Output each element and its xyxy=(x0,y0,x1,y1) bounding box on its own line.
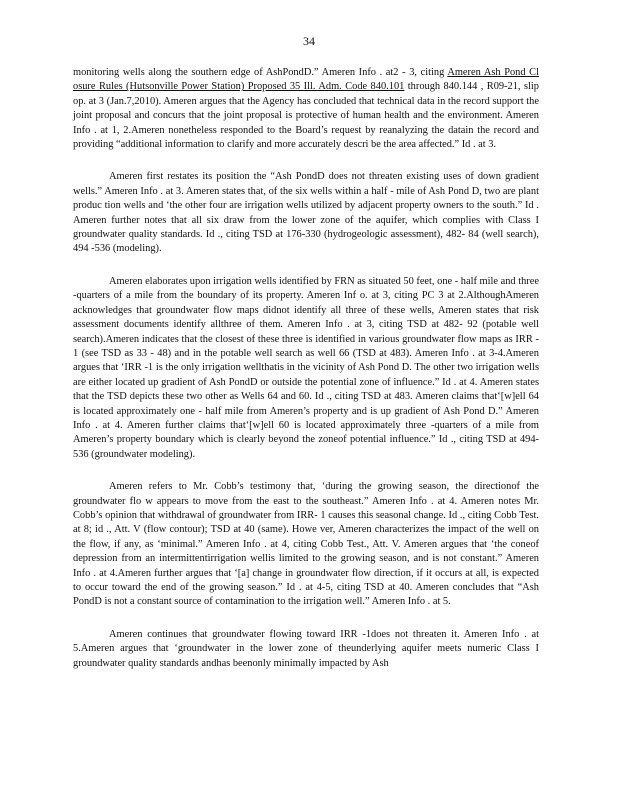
paragraph-4: Ameren refers to Mr. Cobb’s testimony that, ‘during the growing season, the directionof the groundwater flo w appears to move from the east to the southeast.” Ameren Info . at 4. Ameren notes Mr. Cobb’s opinion that withdrawal of groundwater from IRR- 1 causes this seasonal change. Id ., citing Cobb Test. at 8; id ., Att. V (flow contour); TSD at 40 (same). Howe ver, Ameren characterizes the impact of the well on the flow, if any, as ‘minimal.” Ameren Info . at 4, citing Cobb Test., Att. V. Ameren argues that ‘the coneof depression from an intermittentirrigation wellis limited to the growing season, and is not constant.” Ameren Info . at 4.Ameren further argues that ‘[a] change in groundwater flow direction, if it occurs at all, is expected to occur toward the end of the growing season.” Id . at 4-5, citing TSD at 40. Ameren concludes that “Ash PondD is not a constant source of contamination to the irrigation well.” Ameren Info . at 5. xyxy=(73,481,539,608)
page-number: 34 xyxy=(303,34,315,48)
paragraph-1-rest: through 840.144 , R09-21, slip op. at 3 (Jan.7,2010). Ameren argues that the Agency has concluded that technical data in the record support the joint proposal and concurs that the joint proposal is protective of human health and the environment. Ameren Info . at 1, 2.Ameren nonetheless responded to the Board’s request by reanalyzing the datain the record and providing “additional information to clarify and more accurately descri be the area affected.” Id . at 3. xyxy=(73,81,539,151)
paragraph-2: Ameren first restates its position the “Ash PondD does not threaten existing uses of down gradient wells.” Ameren Info . at 3. Ameren states that, of the six wells within a half - mile of Ash Pond D, two are plant produc tion wells and ‘the other four are irrigation wells utilized by adjacent property owners to the south.” Id . Ameren further notes that all six draw from the lower zone of the aquifer, which complies with Class I groundwater quality standards. Id ., citing TSD at 176-330 (hydrogeologic assessment), 482- 84 (well search), 494 -536 (modeling). xyxy=(73,171,539,255)
paragraph-1-lead: monitoring wells along the southern edge of AshPondD.” Ameren Info . at2 - 3, citing xyxy=(73,67,448,78)
paragraph-5: Ameren continues that groundwater flowing toward IRR -1does not threaten it. Ameren Info . at 5.Ameren argues that ‘groundwater in the lower zone of theunderlying aquifer meets numeric Class I groundwater quality standards andhas beenonly minimally impacted by Ash xyxy=(73,628,539,669)
paragraph-1 xyxy=(73,66,539,152)
paragraph-3: Ameren elaborates upon irrigation wells identified by FRN as situated 50 feet, one - half mile and three -quarters of a mile from the boundary of its property. Ameren Inf o. at 3, citing PC 3 at 2.AlthoughAmeren acknowledges that groundwater flow maps didnot identify all three of these wells, Ameren states that risk assessment documents identify allthree of them. Ameren Info . at 3, citing TSD at 482- 92 (potable well search).Ameren indicates that the closest of these three is identified in various groundwater flow maps as IRR - 1 (see TSD as 33 - 48) and in the potable well search as well 66 (TSD at 483). Ameren Info . at 3-4.Ameren argues that ‘IRR -1 is the only irrigation wellthatis in the vicinity of Ash Pond D. The other two irrigation wells are either located up gradient of Ash PondD or outside the potential zone of influence.” Id . at 4. Ameren states that the TSD depicts these two other as Wells 64 and 60. Id ., citing TSD at 483. Ameren claims that‘[w]ell 64 is located approximately one - half mile from Ameren’s property and is up gradient of Ash Pond D.” Ameren Info . at 4. Ameren further claims that‘[w]ell 60 is located approximately three -quarters of a mile from Ameren’s property boundary which is clearly beyond the zoneof potential influence.” Id ., citing TSD at 494-536 (groundwater modeling). xyxy=(73,275,539,460)
document-body xyxy=(73,66,539,689)
rulemaking-citation: Ameren Ash Pond Cl osure Rules (Hutsonville Power Station) Proposed 35 Ill. Adm. Code 840.101 xyxy=(73,67,540,93)
